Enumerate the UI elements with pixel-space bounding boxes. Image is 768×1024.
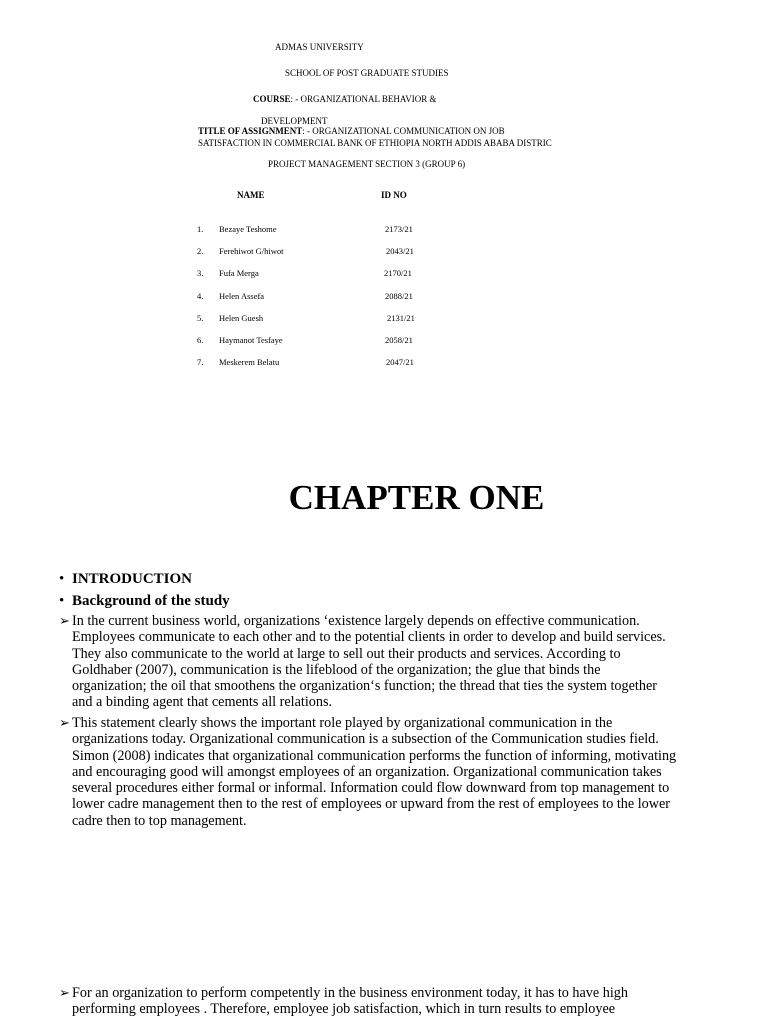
paragraph-line: and encouraging good will amongst employees of an organization. Organizational communication takes <box>72 763 662 780</box>
member-id: 2170/21 <box>384 268 412 278</box>
section-line: PROJECT MANAGEMENT SECTION 3 (GROUP 6) <box>268 159 466 169</box>
paragraph-line: organization; the oil that smoothens the organization‘s function; the thread that ties the system together <box>72 678 657 695</box>
member-name: Ferehiwot G/hiwot <box>219 246 284 256</box>
paragraph-line: Goldhaber (2007), communication is the lifeblood of the organization; the glue that binds the <box>72 661 601 678</box>
member-id: 2043/21 <box>386 246 414 256</box>
paragraph-1 <box>59 613 752 711</box>
member-name: Helen Guesh <box>219 313 264 323</box>
member-name: Helen Assefa <box>219 291 265 301</box>
bullet-text: Background of the study <box>72 593 230 609</box>
member-number: 2. <box>197 246 204 256</box>
paragraph-line: Simon (2008) indicates that organizational communication performs the function of informing, motivating <box>72 747 677 764</box>
bullet-text: INTRODUCTION <box>72 571 193 587</box>
member-number: 3. <box>197 268 204 278</box>
paragraph-line: They also communicate to the world at large to sell out their products and services. According to <box>72 645 621 662</box>
member-name: Haymanot Tesfaye <box>219 335 283 345</box>
member-id: 2047/21 <box>386 357 414 367</box>
member-name: Fufa Merga <box>219 268 259 278</box>
member-number: 5. <box>197 313 204 323</box>
member-name: Meskerem Belatu <box>219 357 280 367</box>
course-label: COURSE <box>253 94 291 104</box>
paragraph-line: Employees communicate to each other and to the potential clients in order to develop and build services. <box>72 629 666 646</box>
paragraph-3 <box>59 985 752 1018</box>
paragraph-line: organizations today. Organizational communication is a subsection of the Communication studies field. <box>72 731 659 748</box>
paragraph-line: This statement clearly shows the important role played by organizational communication in the <box>72 715 613 731</box>
course-text: : - ORGANIZATIONAL BEHAVIOR & <box>290 94 437 104</box>
arrow-bullet-icon: ➢ <box>59 715 70 730</box>
paragraph-2 <box>59 715 752 829</box>
chapter-title: CHAPTER ONE <box>288 478 545 517</box>
arrow-bullet-icon: ➢ <box>59 613 70 628</box>
paragraph-line: For an organization to perform competently in the business environment today, it has to have high <box>72 985 628 1001</box>
member-name: Bezaye Teshome <box>219 224 277 234</box>
name-column-header: NAME <box>237 190 265 200</box>
assignment-title-continuation: SATISFACTION IN COMMERCIAL BANK OF ETHIOPIA NORTH ADDIS ABABA DISTRIC <box>198 138 552 148</box>
paragraph-line: several procedures either formal or informal. Information could flow downward from top management to <box>72 780 670 797</box>
member-id: 2173/21 <box>385 224 413 234</box>
bullet-dot-icon: • <box>59 571 65 587</box>
paragraph-line: In the current business world, organizations ‘existence largely depends on effective communication. <box>72 613 640 629</box>
arrow-bullet-icon: ➢ <box>59 985 70 1000</box>
bullet-introduction <box>59 570 193 588</box>
member-id: 2131/21 <box>387 313 415 323</box>
course-continuation: DEVELOPMENT <box>261 116 328 126</box>
bullet-dot-icon: • <box>59 593 65 609</box>
paragraph-line: and a binding agent that cements all relations. <box>72 694 333 711</box>
paragraph-line: lower cadre management then to the rest of employees or upward from the rest of employees to the lower <box>72 796 671 813</box>
assignment-title-text: : - ORGANIZATIONAL COMMUNICATION ON JOB <box>302 126 505 136</box>
course-line <box>253 94 437 105</box>
university-name: ADMAS UNIVERSITY <box>275 42 364 52</box>
member-number: 1. <box>197 224 204 234</box>
member-number: 4. <box>197 291 204 301</box>
member-number: 6. <box>197 335 204 345</box>
assignment-title-label: TITLE OF ASSIGNMENT <box>198 126 303 136</box>
school-name: SCHOOL OF POST GRADUATE STUDIES <box>285 68 449 78</box>
member-id: 2058/21 <box>385 335 413 345</box>
paragraph-line: cadre then to top management. <box>72 812 247 829</box>
member-id: 2088/21 <box>385 291 413 301</box>
paragraph-line: performing employees . Therefore, employee job satisfaction, which in turn results to employee <box>72 1001 616 1018</box>
member-number: 7. <box>197 357 204 367</box>
assignment-title-line <box>198 126 505 137</box>
bullet-background <box>59 592 230 610</box>
id-column-header: ID NO <box>381 190 407 200</box>
